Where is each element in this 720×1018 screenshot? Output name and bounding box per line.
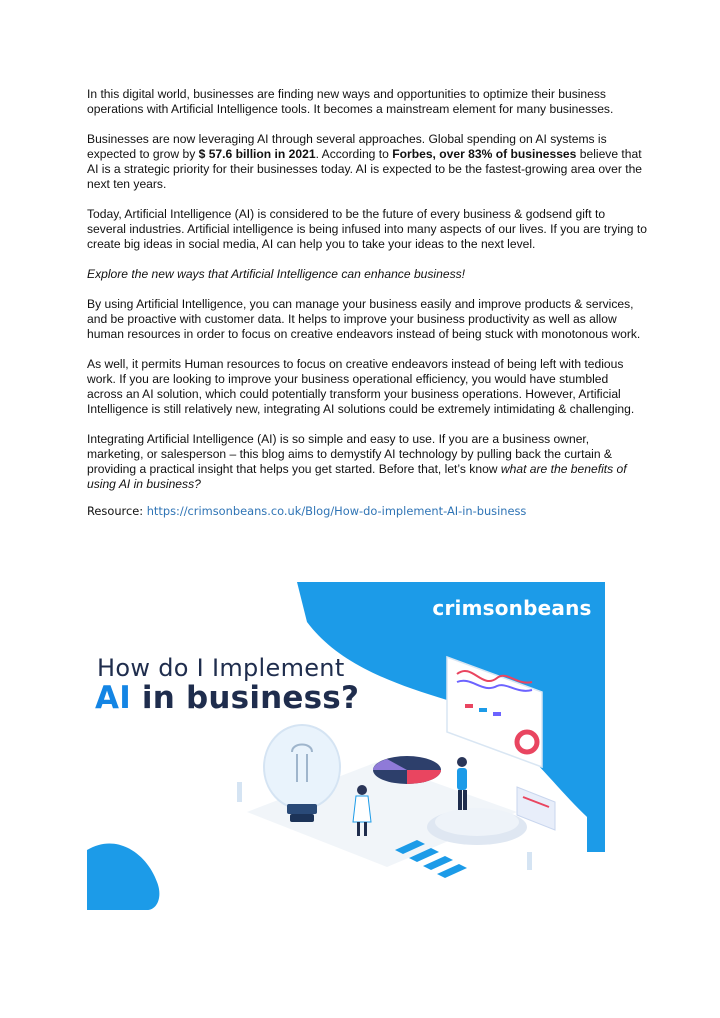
forbes-stat: Forbes, over 83% of businesses [392,147,577,161]
benefits-question: what are the benefits of using AI in business? [87,462,627,491]
article-illustration [87,582,605,910]
resource-link[interactable]: https://crimsonbeans.co.uk/Blog/How-do-implement-AI-in-business [146,504,527,518]
paragraph-spending-a: Businesses are now leveraging AI through several approaches. Global spending on AI systems is expected to grow by [87,132,607,161]
pie-chart-icon [373,756,441,784]
paragraph-explore: Explore the new ways that Artificial Intelligence can enhance business! [87,267,466,281]
heading-ai-word: AI [95,680,131,716]
illustration-heading-line2 [95,680,359,716]
illustration-heading-line1: How do I Implement [97,654,345,682]
paragraph-integrating [87,432,647,492]
paragraph-spending-e: believe that AI is a strategic priority for their businesses today. AI is expected to be the fastest-growing area over the next ten years. [87,147,643,191]
paragraph-future: Today, Artificial Intelligence (AI) is considered to be the future of every business & godsend gift to several industries. Artificial intelligence is being infused into many aspects of our lives. If you are trying to create big ideas in social media, AI can help you to take your ideas to the next level. [87,207,647,251]
person-figure-icon [457,757,467,810]
paragraph-intro: In this digital world, businesses are finding new ways and opportunities to optimize their business operations with Artificial Intelligence tools. It becomes a mainstream element for many businesses. [87,87,614,116]
resource-label: Resource: [87,504,147,518]
heading-rest: in business? [130,680,360,716]
paragraph-spending-c: . According to [315,147,393,161]
paragraph-efficiency: As well, it permits Human resources to focus on creative endeavors instead of being left with tedious work. If you are looking to improve your business operational efficiency, you would have stumbled across an AI solution, which could potentially transform your business operations. However, Artificial Intelligence is still relatively new, integrating AI solutions could be extremely intimidating & challenging. [87,357,635,416]
article-body [87,87,647,519]
paragraph-integrating-a: Integrating Artificial Intelligence (AI) is so simple and easy to use. If you are a business owner, marketing, or salesperson – this blog aims to demystify AI technology by pulling back the curtain & providing a practical insight that helps you get started. Before that, let’s know [87,432,613,476]
spending-figure: $ 57.6 billion in 2021 [198,147,316,161]
resource-line [87,504,647,519]
illustration-art [87,582,605,910]
paragraph-manage: By using Artificial Intelligence, you can manage your business easily and improve products & services, and be proactive with customer data. It helps to improve your business productivity as well as allow human resources in order to focus on creative endeavors instead of being stuck with monotonous work. [87,297,641,341]
brand-logo: crimsonbeans [432,596,592,620]
paragraph-spending [87,132,647,192]
